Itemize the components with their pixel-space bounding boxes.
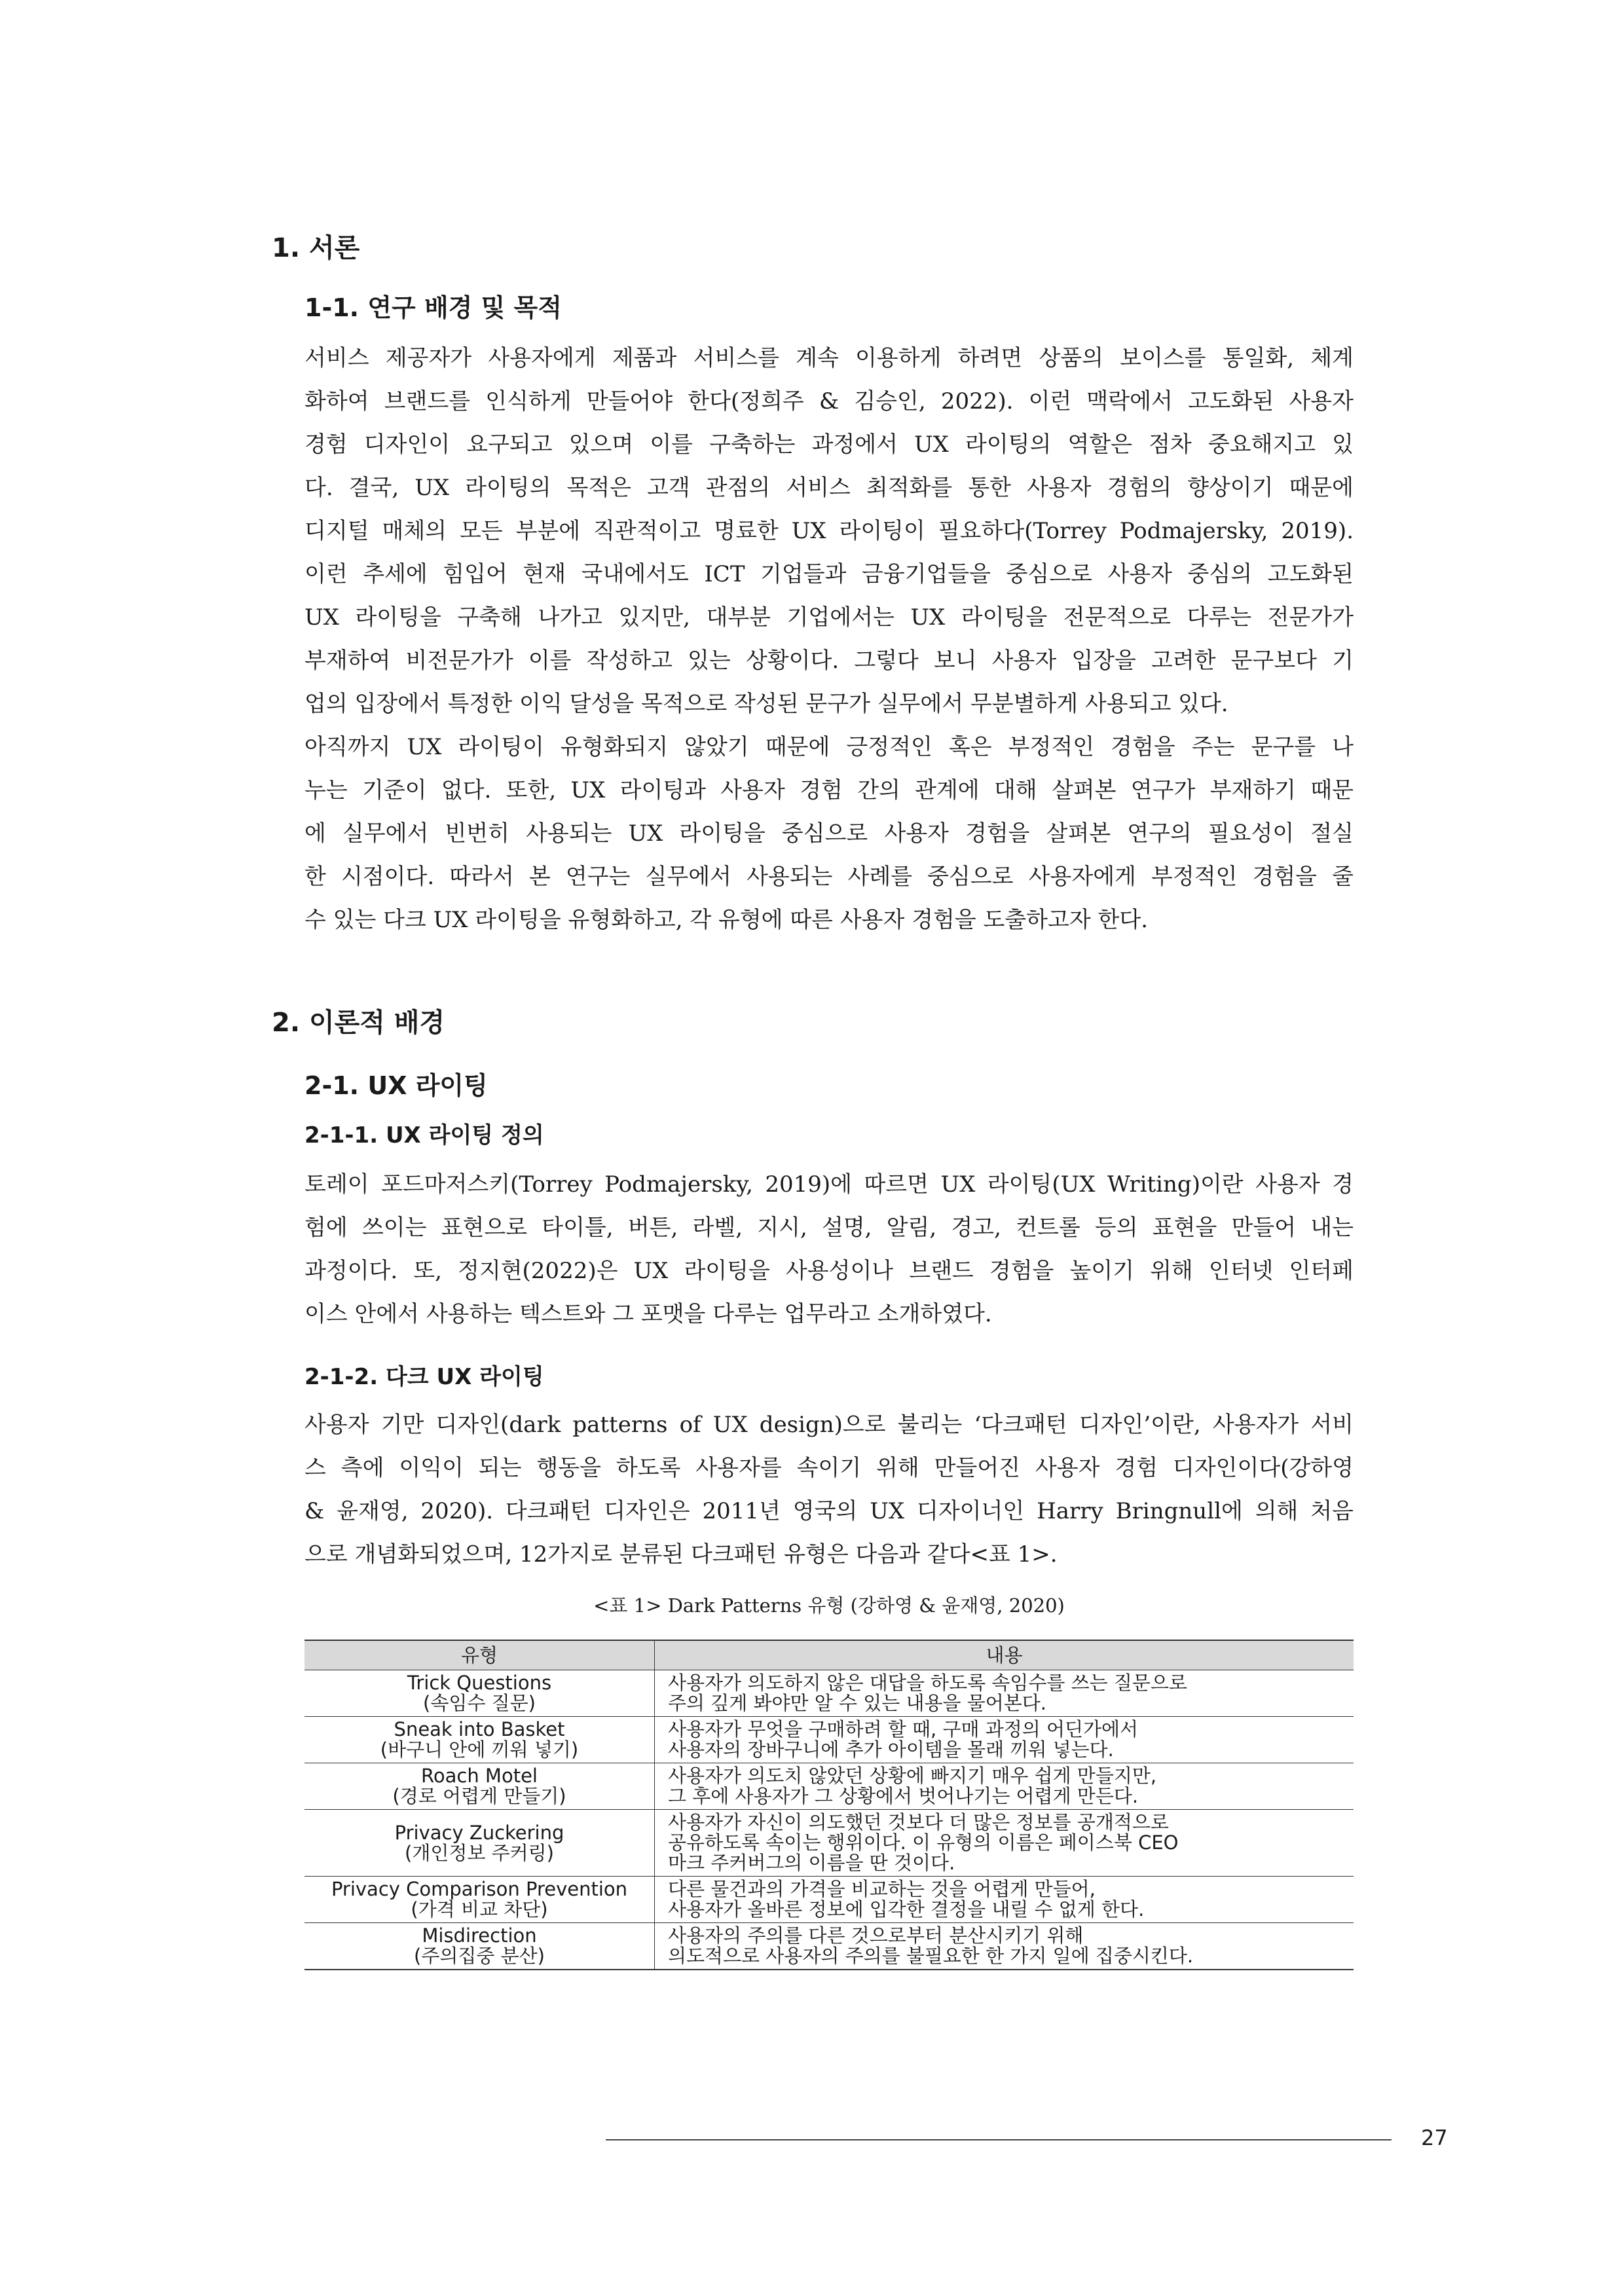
text-line: 업의 입장에서 특정한 이익 달성을 목적으로 작성된 문구가 실무에서 무분별하게 사용되고 있다.	[304, 691, 1228, 717]
header-type: 유형	[304, 1640, 655, 1670]
text-line: 누는 기준이 없다. 또한, UX 라이팅과 사용자 경험 간의 관계에 대해 살펴본 연구가 부재하기 때문	[304, 777, 1354, 803]
pattern-type-cell	[304, 1717, 655, 1763]
description-line: 마크 주커버그의 이름을 딴 것이다.	[668, 1852, 955, 1874]
text-line: UX 라이팅을 구축해 나가고 있지만, 대부분 기업에서는 UX 라이팅을 전문적으로 다루는 전문가가	[304, 604, 1354, 631]
description-line: 사용자의 장바구니에 추가 아이템을 몰래 끼워 넣는다.	[668, 1738, 1114, 1761]
paragraph-research-background	[304, 337, 1354, 942]
pattern-type-cell	[304, 1877, 655, 1923]
text-line: 스 측에 이익이 되는 행동을 하도록 사용자를 속이기 위해 만들어진 사용자 경험 디자인이다(강하영	[304, 1455, 1354, 1481]
pattern-name-ko: (경로 어렵게 만들기)	[392, 1785, 566, 1807]
text-line: 수 있는 다크 UX 라이팅을 유형화하고, 각 유형에 따른 사용자 경험을 도출하고자 한다.	[304, 907, 1149, 933]
table-row	[304, 1717, 1354, 1763]
text-line: 이스 안에서 사용하는 텍스트와 그 포맷을 다루는 업무라고 소개하였다.	[304, 1301, 992, 1327]
dark-patterns-table	[304, 1640, 1354, 1970]
text-line: 한 시점이다. 따라서 본 연구는 실무에서 사용되는 사례를 중심으로 사용자에게 부정적인 경험을 줄	[304, 864, 1354, 890]
text-line: 이런 추세에 힘입어 현재 국내에서도 ICT 기업들과 금융기업들을 중심으로 사용자 중심의 고도화된	[304, 561, 1354, 587]
description-line: 공유하도록 속이는 행위이다. 이 유형의 이름은 페이스북 CEO	[668, 1831, 1179, 1854]
subsection-2-1-heading: 2-1. UX 라이팅	[304, 1071, 488, 1100]
description-line: 사용자가 의도하지 않은 대답을 하도록 속임수를 쓰는 질문으로	[668, 1672, 1187, 1694]
page-number: 27	[1421, 2125, 1448, 2150]
pattern-name-en: Sneak into Basket	[394, 1718, 565, 1740]
subsection-2-1-1-heading: 2-1-1. UX 라이팅 정의	[304, 1122, 544, 1148]
pattern-description-cell	[655, 1923, 1354, 1970]
pattern-name-ko: (개인정보 주커링)	[405, 1841, 554, 1864]
pattern-name-en: Privacy Zuckering	[394, 1821, 564, 1844]
subsection-2-1-2-heading: 2-1-2. 다크 UX 라이팅	[304, 1364, 544, 1390]
description-line: 사용자의 주의를 다른 것으로부터 분산시키기 위해	[668, 1924, 1084, 1947]
text-line: 토레이 포드마저스키(Torrey Podmajersky, 2019)에 따르면 UX 라이팅(UX Writing)이란 사용자 경	[304, 1171, 1354, 1198]
paragraph-ux-writing-definition	[304, 1163, 1354, 1336]
table-row	[304, 1877, 1354, 1923]
pattern-type-cell	[304, 1763, 655, 1810]
pattern-name-ko: (속임수 질문)	[423, 1692, 536, 1714]
text-line: 디지털 매체의 모든 부분에 직관적이고 명료한 UX 라이팅이 필요하다(Torrey Podmajersky, 2019).	[304, 518, 1354, 544]
pattern-name-ko: (바구니 안에 끼워 넣기)	[380, 1738, 579, 1761]
text-line: 아직까지 UX 라이팅이 유형화되지 않았기 때문에 긍정적인 혹은 부정적인 경험을 주는 문구를 나	[304, 734, 1354, 760]
description-line: 의도적으로 사용자의 주의를 불필요한 한 가지 일에 집중시킨다.	[668, 1945, 1194, 1967]
pattern-description-cell	[655, 1810, 1354, 1877]
text-line: 부재하여 비전문가가 이를 작성하고 있는 상황이다. 그렇다 보니 사용자 입장을 고려한 문구보다 기	[304, 648, 1354, 674]
description-line: 다른 물건과의 가격을 비교하는 것을 어렵게 만들어,	[668, 1878, 1096, 1900]
text-line: 서비스 제공자가 사용자에게 제품과 서비스를 계속 이용하게 하려면 상품의 보이스를 통일화, 체계	[304, 345, 1354, 371]
text-line: 사용자 기만 디자인(dark patterns of UX design)으로 불리는 ‘다크패턴 디자인’이란, 사용자가 서비	[304, 1412, 1354, 1438]
header-description: 내용	[655, 1640, 1354, 1670]
pattern-name-en: Privacy Comparison Prevention	[331, 1878, 628, 1900]
text-line: 다. 결국, UX 라이팅의 목적은 고객 관점의 서비스 최적화를 통한 사용자 경험의 향상이기 때문에	[304, 475, 1354, 501]
description-line: 사용자가 올바른 정보에 입각한 결정을 내릴 수 없게 한다.	[668, 1898, 1145, 1920]
table-row	[304, 1763, 1354, 1810]
table-row	[304, 1670, 1354, 1717]
table-row	[304, 1923, 1354, 1970]
table-row	[304, 1810, 1354, 1877]
pattern-description-cell	[655, 1717, 1354, 1763]
pattern-description-cell	[655, 1670, 1354, 1717]
pattern-description-cell	[655, 1877, 1354, 1923]
text-line: 으로 개념화되었으며, 12가지로 분류된 다크패턴 유형은 다음과 같다<표 1>.	[304, 1541, 1058, 1568]
text-line: & 윤재영, 2020). 다크패턴 디자인은 2011년 영국의 UX 디자이너인 Harry Bringnull에 의해 처음	[304, 1498, 1354, 1524]
description-line: 주의 깊게 봐야만 알 수 있는 내용을 물어본다.	[668, 1692, 1046, 1714]
section-1-heading: 1. 서론	[272, 233, 360, 263]
pattern-type-cell	[304, 1670, 655, 1717]
subsection-1-1-heading: 1-1. 연구 배경 및 목적	[304, 293, 562, 322]
text-line: 경험 디자인이 요구되고 있으며 이를 구축하는 과정에서 UX 라이팅의 역할은 점차 중요해지고 있	[304, 431, 1354, 458]
description-line: 사용자가 자신이 의도했던 것보다 더 많은 정보를 공개적으로	[668, 1811, 1169, 1833]
pattern-type-cell	[304, 1810, 655, 1877]
table-header-row	[304, 1640, 1354, 1670]
pattern-name-en: Trick Questions	[407, 1672, 552, 1694]
pattern-name-en: Roach Motel	[421, 1765, 538, 1787]
description-line: 그 후에 사용자가 그 상황에서 벗어나기는 어렵게 만든다.	[668, 1785, 1139, 1807]
text-line: 과정이다. 또, 정지현(2022)은 UX 라이팅을 사용성이나 브랜드 경험을 높이기 위해 인터넷 인터페	[304, 1258, 1354, 1284]
text-line: 화하여 브랜드를 인식하게 만들어야 한다(정희주 & 김승인, 2022). 이런 맥락에서 고도화된 사용자	[304, 388, 1354, 414]
section-2-heading: 2. 이론적 배경	[272, 1008, 445, 1038]
pattern-name-en: Misdirection	[422, 1924, 537, 1947]
pattern-name-ko: (주의집중 분산)	[414, 1945, 545, 1967]
text-line: 에 실무에서 빈번히 사용되는 UX 라이팅을 중심으로 사용자 경험을 살펴본 연구의 필요성이 절실	[304, 820, 1354, 847]
paragraph-dark-ux-writing	[304, 1403, 1354, 1576]
pattern-name-ko: (가격 비교 차단)	[411, 1898, 548, 1920]
description-line: 사용자가 의도치 않았던 상황에 빠지기 매우 쉽게 만들지만,	[668, 1765, 1157, 1787]
pattern-type-cell	[304, 1923, 655, 1970]
text-line: 험에 쓰이는 표현으로 타이틀, 버튼, 라벨, 지시, 설명, 알림, 경고, 컨트롤 등의 표현을 만들어 내는	[304, 1215, 1354, 1241]
footer-divider	[606, 2139, 1392, 2140]
description-line: 사용자가 무엇을 구매하려 할 때, 구매 과정의 어딘가에서	[668, 1718, 1139, 1740]
pattern-description-cell	[655, 1763, 1354, 1810]
table-caption: <표 1> Dark Patterns 유형 (강하영 & 윤재영, 2020)	[593, 1594, 1065, 1617]
